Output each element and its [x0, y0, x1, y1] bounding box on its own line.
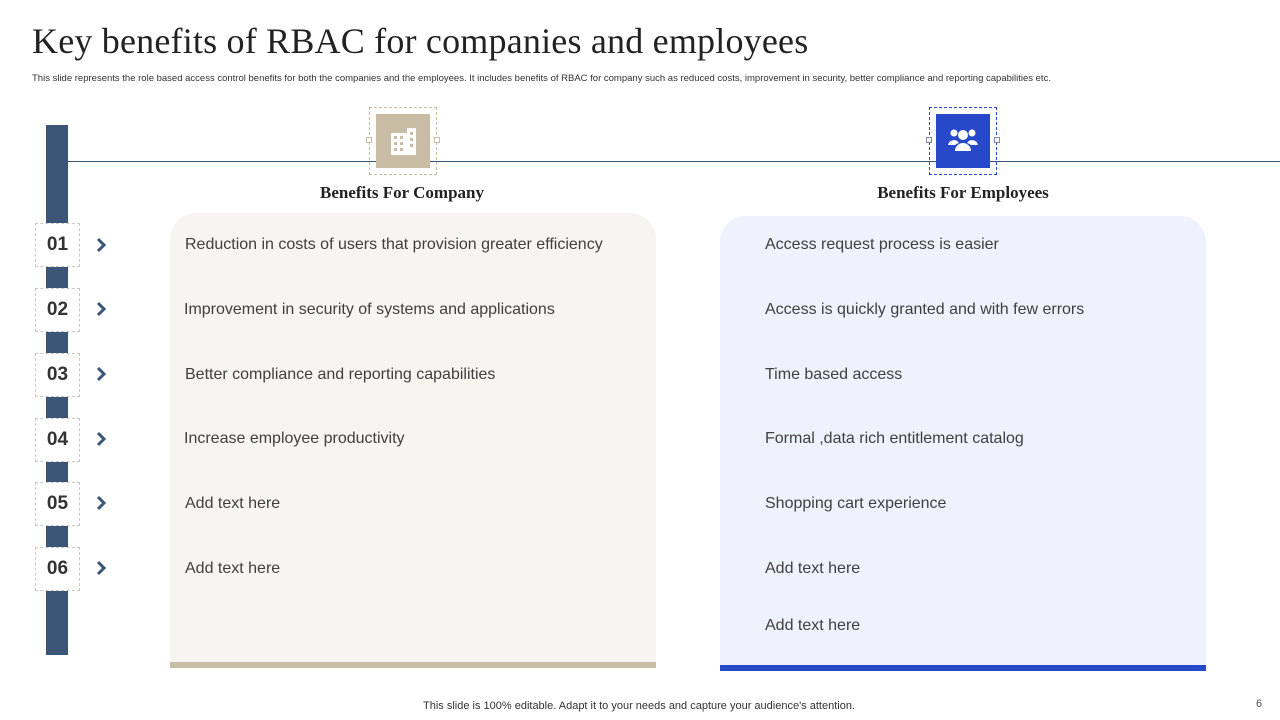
employee-benefit-item: Shopping cart experience: [765, 495, 947, 512]
selection-handle[interactable]: [926, 137, 932, 143]
slide-title: Key benefits of RBAC for companies and employees: [32, 21, 809, 61]
employee-benefit-item: Add text here: [765, 560, 861, 577]
user-group-icon: [936, 114, 990, 168]
company-benefit-item: Reduction in costs of users that provision greater efficiency: [185, 236, 603, 253]
chevron-right-icon: [94, 366, 108, 382]
company-benefit-item: Improvement in security of systems and applications: [184, 301, 555, 318]
employee-benefit-item: Access is quickly granted and with few errors: [765, 301, 1085, 318]
chevron-right-icon: [94, 495, 108, 511]
number-box-04: 04: [35, 418, 80, 462]
selection-handle[interactable]: [366, 137, 372, 143]
horizontal-divider-line: [68, 161, 1280, 162]
chevron-right-icon: [94, 560, 108, 576]
number-box-01: 01: [35, 223, 80, 267]
company-panel-accent-bar: [170, 662, 656, 668]
employee-benefit-item: Access request process is easier: [765, 236, 999, 253]
number-box-05: 05: [35, 482, 80, 526]
number-box-06: 06: [35, 547, 80, 591]
slide-footer: This slide is 100% editable. Adapt it to your needs and capture your audience's attention.: [423, 700, 855, 712]
employee-panel-accent-bar: [720, 665, 1206, 671]
company-benefit-item: Add text here: [185, 560, 281, 577]
number-box-03: 03: [35, 353, 80, 397]
employee-icon-frame[interactable]: [929, 107, 997, 175]
selection-handle[interactable]: [994, 137, 1000, 143]
chevron-right-icon: [94, 301, 108, 317]
employee-heading: Benefits For Employees: [877, 183, 1049, 202]
chevron-right-icon: [94, 237, 108, 253]
employee-benefit-item: Formal ,data rich entitlement catalog: [765, 430, 1024, 447]
page-number: 6: [1256, 698, 1263, 710]
office-building-icon: [376, 114, 430, 168]
employee-benefit-item: Add text here: [765, 617, 861, 634]
number-box-02: 02: [35, 288, 80, 332]
company-benefit-item: Add text here: [185, 495, 281, 512]
slide-subtitle: This slide represents the role based access control benefits for both the companies and the employees. It includes benefits of RBAC for company such as reduced costs, improvement in security, better compliance and reporting capabilities etc.: [32, 73, 1051, 84]
employee-benefit-item: Time based access: [765, 366, 903, 383]
company-benefit-item: Increase employee productivity: [184, 430, 405, 447]
company-icon-frame[interactable]: [369, 107, 437, 175]
chevron-right-icon: [94, 431, 108, 447]
selection-handle[interactable]: [434, 137, 440, 143]
company-benefit-item: Better compliance and reporting capabilities: [185, 366, 496, 383]
company-heading: Benefits For Company: [319, 183, 484, 202]
